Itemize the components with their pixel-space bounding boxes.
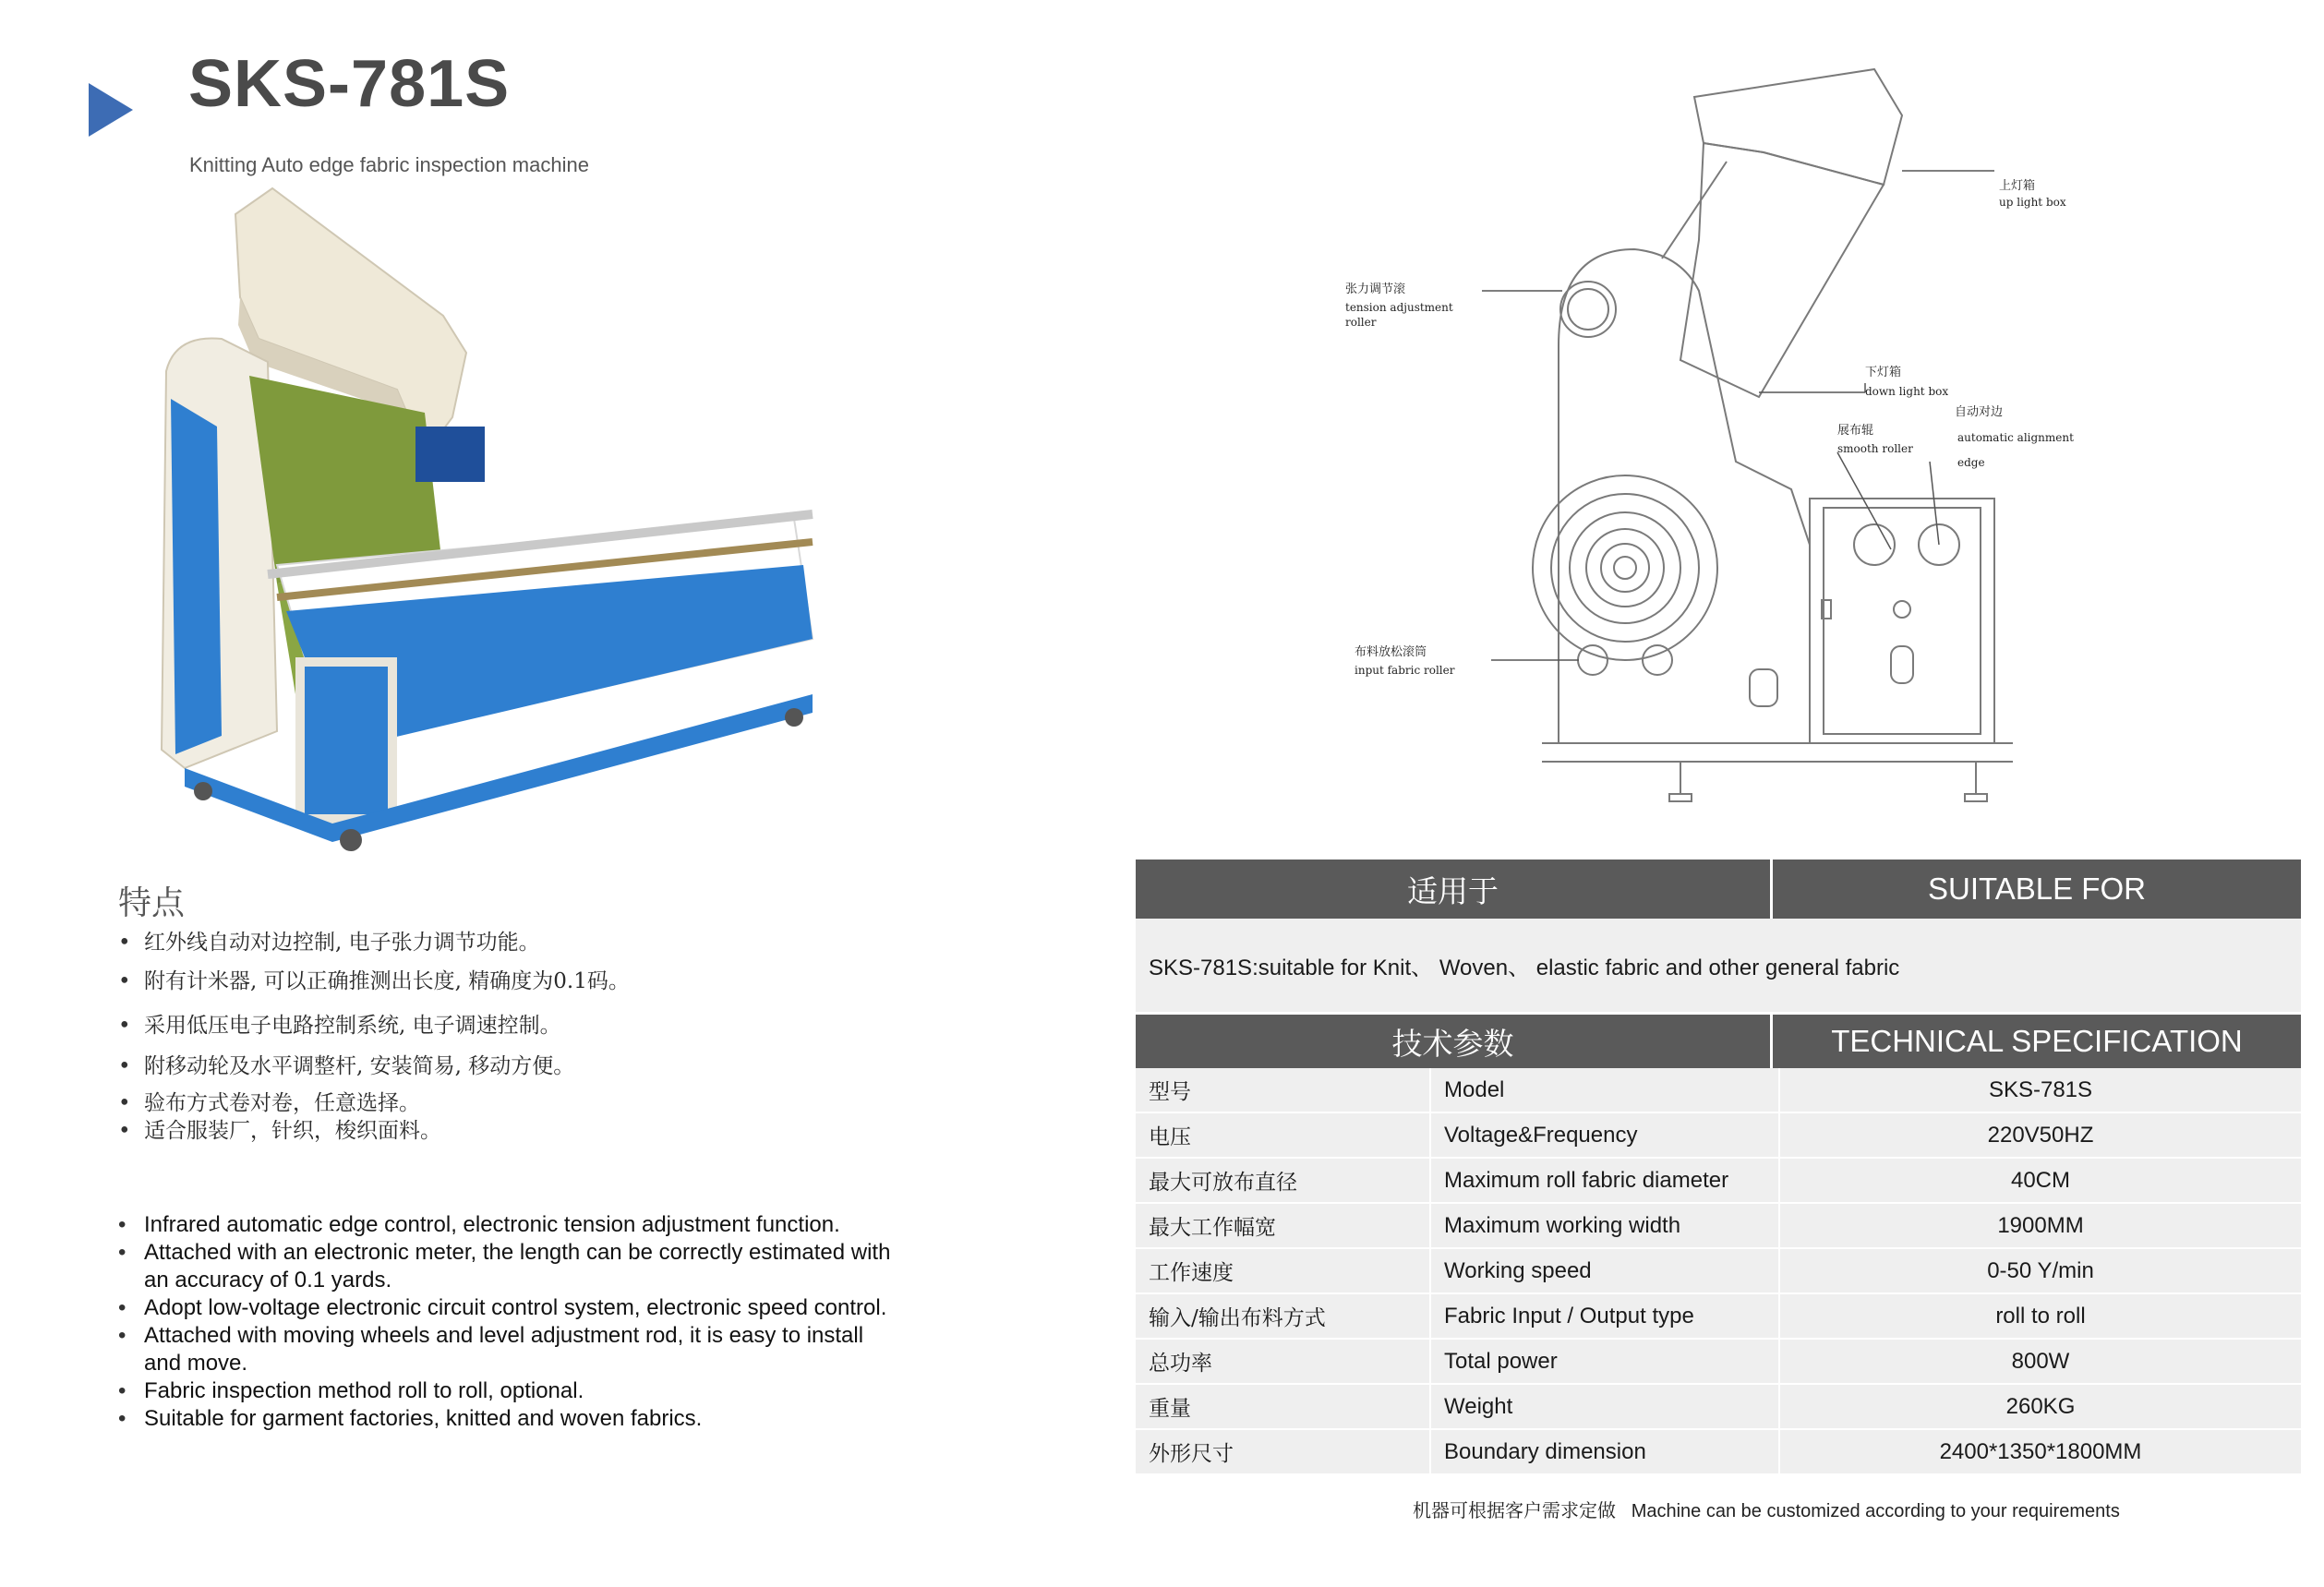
spec-label-en: Total power: [1430, 1339, 1779, 1384]
spec-label-cn: 输入/输出布料方式: [1136, 1293, 1430, 1339]
suitable-header: [1136, 860, 2301, 919]
footnote-en: Machine can be customized according to your requirements: [1631, 1501, 2120, 1521]
spec-value: 1900MM: [1779, 1203, 2301, 1248]
spec-label-cn: 总功率: [1136, 1339, 1430, 1384]
spec-row: [1136, 1158, 2301, 1203]
spec-label-en: Maximum working width: [1430, 1203, 1779, 1248]
feature-cn-item: • 验布方式卷对卷，任意选择。: [118, 1089, 875, 1117]
spec-label-cn: 重量: [1136, 1384, 1430, 1429]
spec-row: [1136, 1203, 2301, 1248]
features-en-list: [118, 1211, 894, 1433]
label-tension-cn: 张力调节滚: [1345, 283, 1406, 296]
spec-label-en: Working speed: [1430, 1248, 1779, 1293]
spec-value: SKS-781S: [1779, 1068, 2301, 1112]
footnote-cn: 机器可根据客户需求定做: [1413, 1499, 1616, 1521]
suitable-text: SKS-781S:suitable for Knit、 Woven、 elastic fabric and other general fabric: [1136, 919, 2301, 1015]
label-smooth-roller-en: smooth roller: [1837, 442, 1913, 455]
feature-en-item: • Attached with an electronic meter, the length can be correctly estimated with an accuracy of 0.1 yards.: [118, 1239, 894, 1294]
feature-cn-item: • 采用低压电子电路控制系统, 电子调速控制。: [118, 1012, 875, 1040]
spec-label-cn: 电压: [1136, 1112, 1430, 1158]
label-auto-align-cn: 自动对边: [1955, 405, 2004, 419]
spec-label-cn: 最大可放布直径: [1136, 1158, 1430, 1203]
label-input-roller-en: input fabric roller: [1355, 664, 1455, 677]
feature-cn-item: • 适合服装厂，针织，梭织面料。: [118, 1117, 875, 1145]
spec-label-cn: 工作速度: [1136, 1248, 1430, 1293]
feature-en-item: • Fabric inspection method roll to roll, optional.: [118, 1377, 894, 1405]
spec-label-en: Voltage&Frequency: [1430, 1112, 1779, 1158]
footnote: [1413, 1496, 2120, 1522]
spec-label-cn: 最大工作幅宽: [1136, 1203, 1430, 1248]
spec-header-cn: 技术参数: [1136, 1015, 1773, 1068]
spec-label-en: Model: [1430, 1068, 1779, 1112]
label-smooth-roller-cn: 展布辊: [1837, 424, 1874, 438]
spec-row: [1136, 1429, 2301, 1474]
machine-photo: [148, 177, 831, 888]
product-subtitle: Knitting Auto edge fabric inspection machine: [189, 153, 589, 176]
label-down-light-box-cn: 下灯箱: [1865, 366, 1902, 379]
label-tension-en: roller: [1345, 316, 1377, 329]
spec-value: 2400*1350*1800MM: [1779, 1429, 2301, 1474]
spec-value: 260KG: [1779, 1384, 2301, 1429]
spec-label-en: Weight: [1430, 1384, 1779, 1429]
spec-label-cn: 型号: [1136, 1068, 1430, 1112]
spec-label-en: Maximum roll fabric diameter: [1430, 1158, 1779, 1203]
spec-label-en: Boundary dimension: [1430, 1429, 1779, 1474]
feature-cn-item: • 附移动轮及水平调整杆, 安装简易, 移动方便。: [118, 1052, 875, 1080]
features-cn-list: [118, 929, 875, 1145]
label-down-light-box-en: down light box: [1865, 385, 1949, 398]
feature-en-item: • Attached with moving wheels and level adjustment rod, it is easy to install and move.: [118, 1322, 894, 1377]
spec-value: 0-50 Y/min: [1779, 1248, 2301, 1293]
suitable-header-cn: 适用于: [1136, 860, 1773, 919]
spec-row: [1136, 1339, 2301, 1384]
feature-en-item: • Suitable for garment factories, knitted and woven fabrics.: [118, 1405, 894, 1433]
spec-area: [1136, 860, 2301, 1475]
feature-en-item: • Adopt low-voltage electronic circuit control system, electronic speed control.: [118, 1294, 894, 1322]
arrow-icon: [89, 83, 133, 137]
spec-header-en: TECHNICAL SPECIFICATION: [1831, 1024, 2243, 1058]
spec-row: [1136, 1384, 2301, 1429]
spec-row: [1136, 1112, 2301, 1158]
model-title: SKS-781S: [188, 47, 511, 121]
spec-table: [1136, 1068, 2301, 1475]
label-auto-align-en: edge: [1957, 456, 1985, 469]
feature-en-item: • Infrared automatic edge control, electronic tension adjustment function.: [118, 1211, 894, 1239]
suitable-header-en: SUITABLE FOR: [1928, 872, 2146, 906]
spec-row: [1136, 1068, 2301, 1112]
spec-label-en: Fabric Input / Output type: [1430, 1293, 1779, 1339]
label-tension-en: tension adjustment: [1345, 301, 1453, 314]
label-up-light-box-cn: 上灯箱: [1999, 179, 2036, 193]
features-heading: 特点: [118, 884, 186, 922]
spec-row: [1136, 1293, 2301, 1339]
label-auto-align-en: automatic alignment: [1957, 431, 2074, 444]
spec-value: roll to roll: [1779, 1293, 2301, 1339]
label-input-roller-cn: 布料放松滚筒: [1355, 645, 1427, 659]
spec-value: 800W: [1779, 1339, 2301, 1384]
spec-value: 220V50HZ: [1779, 1112, 2301, 1158]
spec-value: 40CM: [1779, 1158, 2301, 1203]
feature-cn-item: • 红外线自动对边控制, 电子张力调节功能。: [118, 929, 875, 956]
feature-cn-item: • 附有计米器, 可以正确推测出长度, 精确度为0.1码。: [118, 968, 875, 995]
label-up-light-box-en: up light box: [1999, 196, 2066, 209]
machine-diagram: [1330, 55, 2142, 822]
spec-label-cn: 外形尺寸: [1136, 1429, 1430, 1474]
spec-header: [1136, 1015, 2301, 1068]
spec-row: [1136, 1248, 2301, 1293]
